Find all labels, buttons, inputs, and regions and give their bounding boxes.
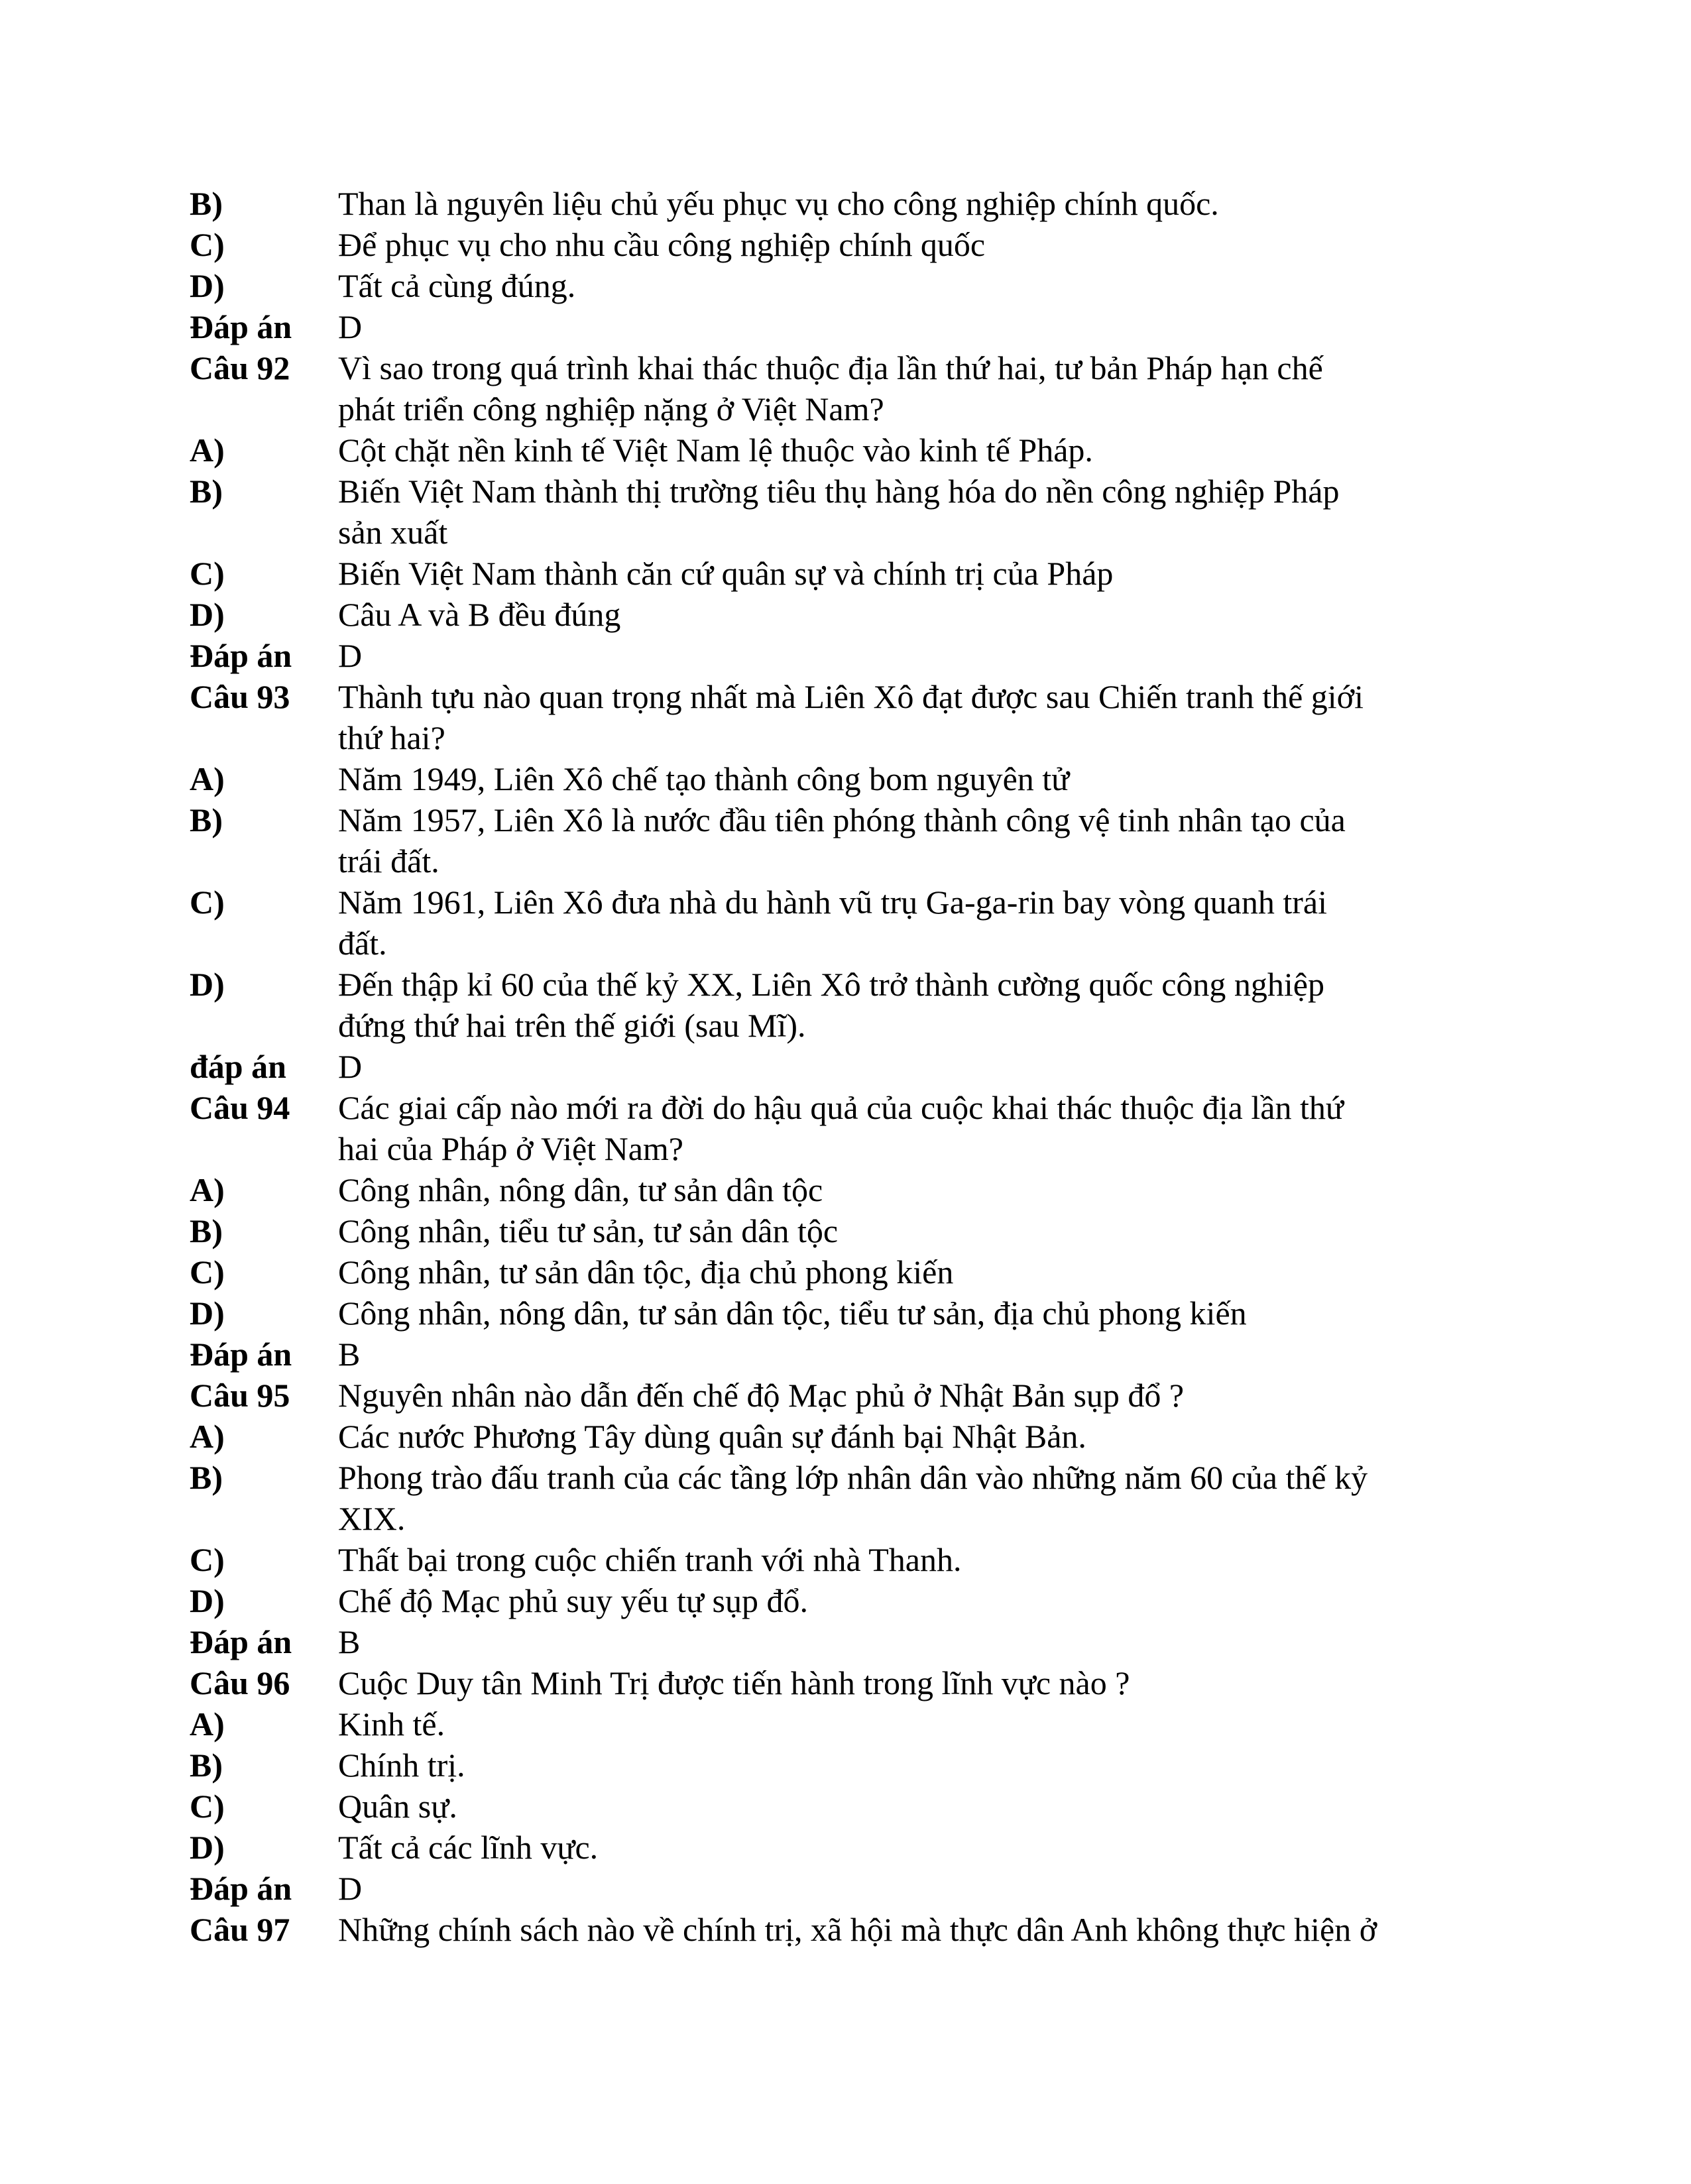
row-label: B) (190, 1212, 223, 1249)
option-row (190, 1416, 1489, 1457)
option-row (190, 1251, 1489, 1293)
row-text: B (338, 1336, 361, 1373)
row-label: C) (190, 555, 225, 592)
row-label: Đáp án (190, 308, 292, 345)
row-label: Câu 94 (190, 1089, 290, 1126)
question-row (190, 1909, 1489, 1950)
row-text: Các nước Phương Tây dùng quân sự đánh bại Nhật Bản. (338, 1418, 1086, 1455)
option-row (190, 1703, 1489, 1745)
option-row (190, 758, 1489, 799)
row-label: B) (190, 801, 223, 838)
row-text: Kinh tế. (338, 1705, 445, 1743)
row-label: Câu 95 (190, 1377, 290, 1414)
option-row (190, 1293, 1489, 1334)
option-row (190, 471, 1489, 553)
row-text: Những chính sách nào về chính trị, xã hội mà thực dân Anh không thực hiện ở (338, 1911, 1377, 1948)
row-text: Năm 1949, Liên Xô chế tạo thành công bom nguyên tử (338, 760, 1070, 797)
option-row (190, 799, 1489, 882)
row-text: D (338, 1048, 363, 1085)
option-row (190, 430, 1489, 471)
answer-row (190, 1868, 1489, 1909)
row-text: Công nhân, nông dân, tư sản dân tộc (338, 1171, 823, 1208)
row-text: Thất bại trong cuộc chiến tranh với nhà Thanh. (338, 1541, 962, 1578)
option-row (190, 882, 1489, 964)
row-label: Đáp án (190, 637, 292, 674)
row-text: Công nhân, tư sản dân tộc, địa chủ phong kiến (338, 1253, 954, 1291)
row-label: A) (190, 1418, 225, 1455)
option-row (190, 594, 1489, 635)
row-label: C) (190, 1788, 225, 1825)
row-label: D) (190, 966, 225, 1003)
answer-row (190, 1334, 1489, 1375)
row-label: Đáp án (190, 1623, 292, 1660)
answer-row (190, 1621, 1489, 1662)
row-text: Để phục vụ cho nhu cầu công nghiệp chính quốc (338, 226, 986, 263)
answer-row (190, 1046, 1489, 1087)
row-text: Tất cả cùng đúng. (338, 267, 576, 304)
row-label: C) (190, 884, 225, 921)
row-text: Chế độ Mạc phủ suy yếu tự sụp đổ. (338, 1582, 808, 1619)
row-text: B (338, 1623, 361, 1660)
row-label: Đáp án (190, 1336, 292, 1373)
row-label: C) (190, 226, 225, 263)
option-row (190, 1786, 1489, 1827)
row-label: D) (190, 1829, 225, 1866)
option-row (190, 1457, 1489, 1539)
question-row (190, 676, 1489, 758)
option-row (190, 1745, 1489, 1786)
row-label: D) (190, 1294, 225, 1332)
row-label: Câu 93 (190, 678, 290, 715)
option-row (190, 553, 1489, 594)
row-text: Than là nguyên liệu chủ yếu phục vụ cho công nghiệp chính quốc. (338, 185, 1219, 222)
row-label: A) (190, 1171, 225, 1208)
row-label: D) (190, 1582, 225, 1619)
row-label: D) (190, 596, 225, 633)
row-text: Biến Việt Nam thành thị trường tiêu thụ hàng hóa do nền công nghiệp Pháp sản xuất (338, 473, 1340, 551)
option-row (190, 1539, 1489, 1580)
row-text: Công nhân, tiểu tư sản, tư sản dân tộc (338, 1212, 839, 1249)
option-row (190, 1169, 1489, 1210)
row-label: Câu 97 (190, 1911, 290, 1948)
row-text: D (338, 308, 363, 345)
row-text: Phong trào đấu tranh của các tầng lớp nhân dân vào những năm 60 của thế kỷ XIX. (338, 1459, 1368, 1537)
option-row (190, 964, 1489, 1046)
row-label: Câu 96 (190, 1664, 290, 1701)
document-page (190, 183, 1489, 1950)
row-text: Các giai cấp nào mới ra đời do hậu quả của cuộc khai thác thuộc địa lần thứ hai của Pháp ở Việt Nam? (338, 1089, 1344, 1167)
row-text: Cuộc Duy tân Minh Trị được tiến hành trong lĩnh vực nào ? (338, 1664, 1130, 1701)
row-label: B) (190, 1459, 223, 1496)
row-label: đáp án (190, 1048, 286, 1085)
row-label: Đáp án (190, 1870, 292, 1907)
row-text: Tất cả các lĩnh vực. (338, 1829, 599, 1866)
row-text: Năm 1961, Liên Xô đưa nhà du hành vũ trụ Ga-ga-rin bay vòng quanh trái đất. (338, 884, 1327, 962)
question-row (190, 1375, 1489, 1416)
row-label: A) (190, 431, 225, 469)
row-text: Chính trị. (338, 1747, 465, 1784)
option-row (190, 1827, 1489, 1868)
option-row (190, 1580, 1489, 1621)
option-row (190, 1210, 1489, 1251)
row-text: D (338, 637, 363, 674)
row-text: Thành tựu nào quan trọng nhất mà Liên Xô đạt được sau Chiến tranh thế giới thứ hai? (338, 678, 1364, 756)
row-text: Biến Việt Nam thành căn cứ quân sự và chính trị của Pháp (338, 555, 1114, 592)
row-text: D (338, 1870, 363, 1907)
row-label: B) (190, 473, 223, 510)
option-row (190, 265, 1489, 306)
row-label: B) (190, 1747, 223, 1784)
answer-row (190, 635, 1489, 676)
question-row (190, 347, 1489, 430)
row-label: C) (190, 1253, 225, 1291)
row-label: A) (190, 1705, 225, 1743)
option-row (190, 224, 1489, 265)
row-text: Nguyên nhân nào dẫn đến chế độ Mạc phủ ở Nhật Bản sụp đổ ? (338, 1377, 1185, 1414)
row-label: Câu 92 (190, 349, 290, 386)
row-label: A) (190, 760, 225, 797)
row-label: B) (190, 185, 223, 222)
question-row (190, 1087, 1489, 1169)
answer-row (190, 306, 1489, 347)
row-text: Công nhân, nông dân, tư sản dân tộc, tiểu tư sản, địa chủ phong kiến (338, 1294, 1247, 1332)
row-text: Đến thập kỉ 60 của thế kỷ XX, Liên Xô trở thành cường quốc công nghiệp đứng thứ hai trên thế giới (sau Mĩ). (338, 966, 1324, 1044)
row-text: Vì sao trong quá trình khai thác thuộc địa lần thứ hai, tư bản Pháp hạn chế phát triển công nghiệp nặng ở Việt Nam? (338, 349, 1323, 428)
row-text: Năm 1957, Liên Xô là nước đầu tiên phóng thành công vệ tinh nhân tạo của trái đất. (338, 801, 1346, 880)
row-label: C) (190, 1541, 225, 1578)
row-text: Câu A và B đều đúng (338, 596, 621, 633)
option-row (190, 183, 1489, 224)
question-row (190, 1662, 1489, 1703)
row-text: Quân sự. (338, 1788, 457, 1825)
row-label: D) (190, 267, 225, 304)
row-text: Cột chặt nền kinh tế Việt Nam lệ thuộc vào kinh tế Pháp. (338, 431, 1093, 469)
